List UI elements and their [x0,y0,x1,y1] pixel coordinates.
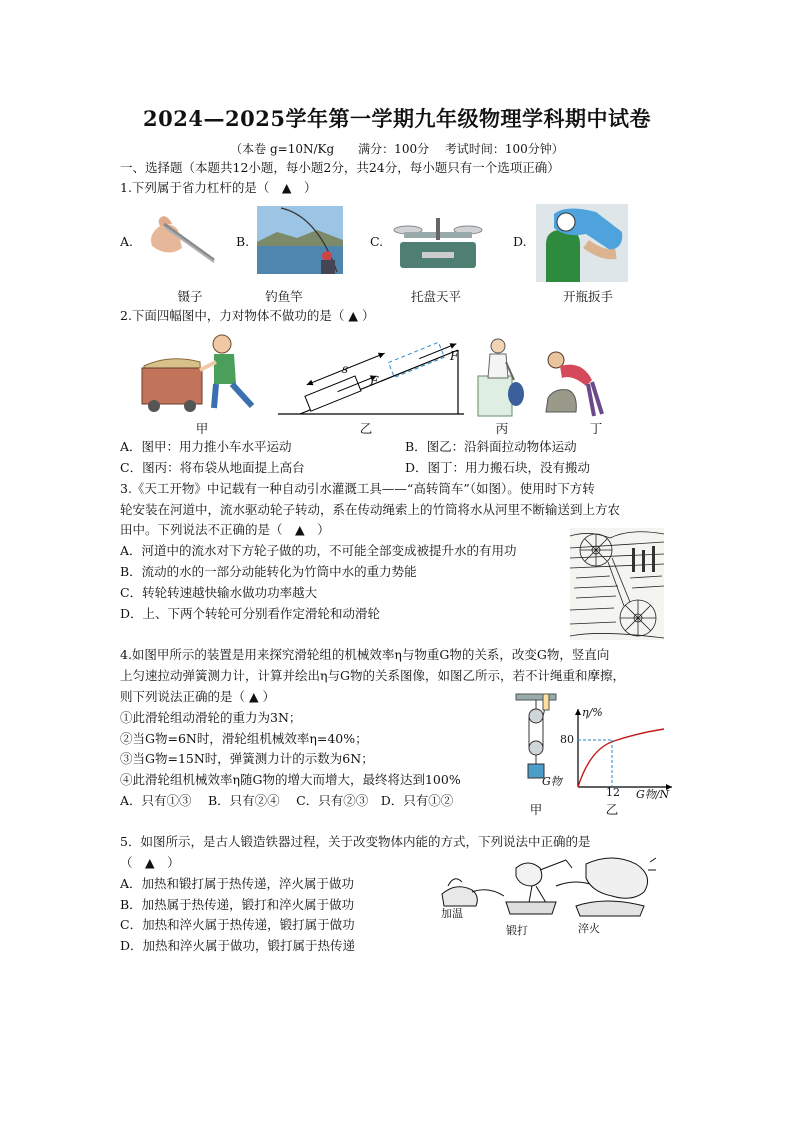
q2-fig-label-jia: 甲 [195,421,209,436]
q1-caption-a: 镊子 [177,289,203,304]
incline-force-label-1: F [370,374,379,388]
q3-option-c: C．转轮转速越快输水做功功率越大 [120,585,318,600]
q5-option-a: A．加热和锻打属于热传递，淬火属于做功 [120,876,355,891]
q4-statement-3: ③当G物=15N时，弹簧测力计的示数为6N； [120,751,374,766]
q5-line-1: 5．如图所示，是古人锻造铁器过程，关于改变物体内能的方式，下列说法中正确的是 [120,834,591,849]
forging-label-heating: 加温 [441,907,463,920]
q1-letter-c: C. [370,234,384,249]
q1-caption-d: 开瓶扳手 [562,289,613,304]
q3-option-a: A．河道中的流水对下方轮子做的功，不可能全部变成被提升水的有用功 [120,543,517,558]
q2-fig-label-bing: 丙 [495,421,509,436]
q1-stem: 1.下列属于省力杠杆的是（ ▲ ） [120,180,317,195]
push-cart-figure [140,332,266,416]
q4-line-1: 4.如图甲所示的装置是用来探究滑轮组的机械效率η与物重G物的关系，改变G物，竖直向 [120,647,610,662]
q1-caption-c: 托盘天平 [410,289,461,304]
lift-bag-figure [474,336,530,418]
q1-letter-d: D. [513,234,527,249]
graph-x-tick: 12 [606,786,620,799]
q2-fig-label-yi: 乙 [359,421,373,436]
q3-line-1: 3.《天工开物》中记载有一种自动引水灌溉工具——“高转筒车”（如图）。使用时下方转 [120,481,595,496]
q5-option-b: B．加热属于热传递，锻打和淬火属于做功 [120,897,355,912]
q4-statement-1: ①此滑轮组动滑轮的重力为3N； [120,710,302,725]
exam-info: （本卷 g=10N/Kg 满分：100分 考试时间：100分钟） [230,142,564,156]
q2-option-b: B．图乙：沿斜面拉动物体运动 [405,439,577,454]
balance-image [392,212,484,274]
q5-option-c: C．加热和淬火属于热传递，锻打属于做功 [120,917,355,932]
q5-option-d: D．加热和淬火属于做功，锻打属于热传递 [120,938,356,953]
q3-line-3: 田中。下列说法不正确的是（ ▲ ） [120,522,330,537]
q1-caption-b: 钓鱼竿 [265,289,303,304]
q2-stem: 2.下面四幅图中，力对物体不做功的是（ ▲ ） [120,308,375,323]
tweezers-image [138,208,218,268]
graph-x-axis-label: G物/N [636,788,670,801]
pulley-weight-label: G物 [542,775,562,788]
q4-options: A．只有①③ B．只有②④ C．只有②③ D．只有①② [120,793,454,808]
q4-line-3: 则下列说法正确的是（ ▲ ） [120,689,276,704]
q5-line-2: （ ▲ ） [120,855,180,870]
graph-fig-label: 乙 [605,802,619,817]
forging-label-hammering: 锻打 [506,924,528,937]
fishing-rod-image [257,206,343,274]
q2-option-c: C．图丙：将布袋从地面提上高台 [120,460,305,475]
graph-y-axis-label: η/% [582,706,603,719]
q2-option-d: D．图丁：用力搬石块，没有搬动 [405,460,591,475]
pulley-fig-label: 甲 [529,802,543,817]
page-title: 2024—2025学年第一学期九年级物理学科期中试卷 [143,106,651,131]
graph-y-tick: 80 [560,733,574,746]
forging-figure [436,856,660,932]
q3-line-2: 轮安装在河道中，流水驱动轮子转动，系在传动绳索上的竹筒将水从河里不断输送到上方农 [120,502,621,517]
q3-option-b: B．流动的水的一部分动能转化为竹筒中水的重力势能 [120,564,417,579]
bottle-opener-image [536,204,628,282]
q2-option-a: A．图甲：用力推小车水平运动 [120,439,292,454]
forging-label-quenching: 淬火 [578,922,600,935]
q1-letter-a: A. [120,234,134,249]
section-1-heading: 一、选择题（本题共12小题，每小题2分，共24分，每小题只有一个选项正确） [120,160,560,175]
q3-option-d: D．上、下两个转轮可分别看作定滑轮和动滑轮 [120,606,381,621]
move-stone-figure [542,350,604,418]
q4-line-2: 上匀速拉动弹簧测力计，计算并绘出η与G物的关系图像，如图乙所示，若不计绳重和摩擦， [120,668,625,683]
q1-letter-b: B. [236,234,250,249]
incline-force-label-2: F [450,349,459,363]
q4-statement-2: ②当G物=6N时，滑轮组机械效率η=40%； [120,731,368,746]
water-wheel-figure [570,528,664,640]
incline-distance-label: s [342,362,349,376]
q4-statement-4: ④此滑轮组机械效率η随G物的增大而增大，最终将达到100% [120,772,461,787]
q2-fig-label-ding: 丁 [589,421,603,436]
